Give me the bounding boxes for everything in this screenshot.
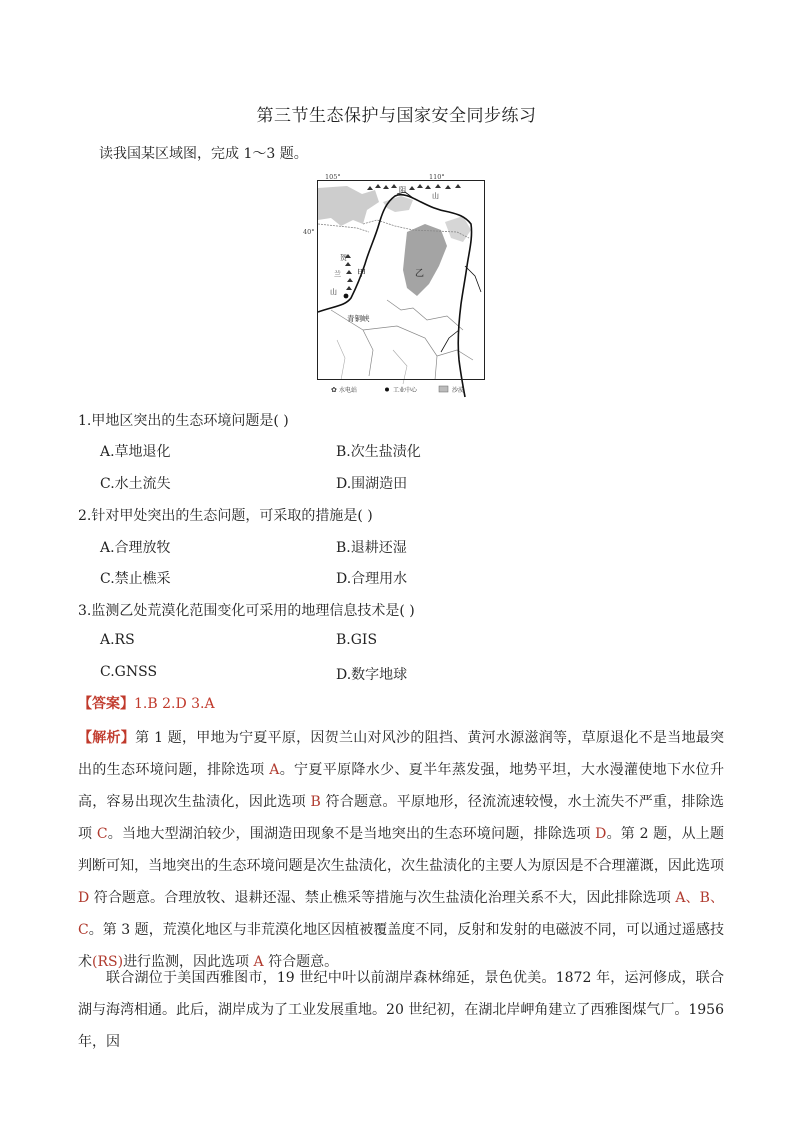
question-3-option-c: C.GNSS [100,664,158,680]
explanation-option-ref: D [590,826,607,842]
explanation-option-ref: C [92,826,108,842]
legend-hydropower: 水电站 [339,387,358,394]
question-2-option-a: A.合理放牧 [100,540,171,556]
question-intro: 读我国某区域图，完成 1～3 题。 [99,146,308,162]
explanation-text: 符合题意。 [268,954,339,970]
explanation-text: 符合题意。平原地形，径流流速较慢，水土流失不严重，排除选项 [78,794,724,842]
answer-line [78,693,215,713]
label-lan: 兰 [334,270,341,278]
question-3-option-b: B.GIS [336,632,378,648]
industrial-center-marker [344,294,349,299]
reading-passage: 联合湖位于美国西雅图市，19 世纪中叶以前湖岸森林绵延，景色优美。1872 年，运河修成，联合湖与海湾相通。此后，湖岸成为了工业发展重地。20 世纪初，在湖北岸岬角建立了西雅图煤气厂。1956 年，因 [78,970,724,1050]
legend-desert: 沙漠 [452,387,465,394]
answer-label: 【答案】 [78,696,134,712]
question-2-option-d: D.合理用水 [336,571,408,587]
label-shan-north: 山 [432,192,439,200]
desert-icon [439,386,448,392]
explanation-option-ref: A、B、C [78,890,724,938]
question-3-option-a: A.RS [100,632,135,648]
label-jia: 甲 [357,269,367,279]
explanation-paragraph [78,722,724,978]
document-title: 第三节生态保护与国家安全同步练习 [256,106,537,126]
question-1-option-a: A.草地退化 [100,444,171,460]
explanation-option-ref: A [264,762,280,778]
question-1-stem: 1.甲地区突出的生态环境问题是( ) [78,413,289,429]
explanation-text: 。当地大型湖泊较少，围湖造田现象不是当地突出的生态环境问题，排除选项 [107,826,591,842]
explanation-option-ref: (RS) [92,954,124,970]
explanation-option-ref: A [249,954,269,970]
explanation-text: 符合题意。合理放牧、退耕还湿、禁止樵采等措施与次生盐渍化治理关系不大，因此排除选项 [93,890,671,906]
region-map [303,173,485,398]
explanation-text: 。第 2 题，从上题判断可知，当地突出的生态环境问题是次生盐渍化，次生盐渍化的主要人为原因是不合理灌溉，因此选项 [78,826,725,874]
label-he: 贺 [340,254,347,262]
explanation-text: 。宁夏平原降水少、夏半年蒸发强，地势平坦，大水漫灌使地下水位升高，容易出现次生盐渍化，因此选项 [78,762,725,810]
explanation-label: 【解析】 [78,730,136,746]
industrial-center-icon [385,388,389,392]
question-1-option-c: C.水土流失 [100,476,171,492]
legend-industrial: 工业中心 [393,387,418,394]
explanation-option-ref: D [78,890,94,906]
explanation-text: 。第 3 题，荒漠化地区与非荒漠化地区因植被覆盖度不同，反射和发射的电磁波不同，可以通过遥感技术 [78,922,724,970]
question-2-option-b: B.退耕还湿 [336,540,407,556]
lon-label-105: 105° [325,173,341,181]
label-shan-west: 山 [330,288,337,296]
label-qingtongxia: 青铜峡 [347,314,370,323]
hydropower-icon: ✿ [331,386,337,394]
explanation-text: 进行监测，因此选项 [123,954,250,970]
question-3-stem: 3.监测乙处荒漠化范围变化可采用的地理信息技术是( ) [78,603,415,619]
question-2-option-c: C.禁止樵采 [100,571,171,587]
answer-text: 1.B 2.D 3.A [134,696,215,712]
question-3-option-d: D.数字地球 [336,667,408,683]
question-1-option-d: D.围湖造田 [336,476,408,492]
explanation-text: 第 1 题，甲地为宁夏平原，因贺兰山对风沙的阻挡、黄河水源滋润等，草原退化不是当地最突出的生态环境问题，排除选项 [78,730,725,778]
lon-label-110: 110° [429,173,445,181]
lat-label-40: 40° [303,228,315,236]
label-yi: 乙 [415,269,425,279]
question-2-stem: 2.针对甲处突出的生态问题，可采取的措施是( ) [78,508,373,524]
question-1-option-b: B.次生盐渍化 [336,444,421,460]
label-yin: 阴 [399,186,406,194]
explanation-option-ref: B [305,794,326,810]
